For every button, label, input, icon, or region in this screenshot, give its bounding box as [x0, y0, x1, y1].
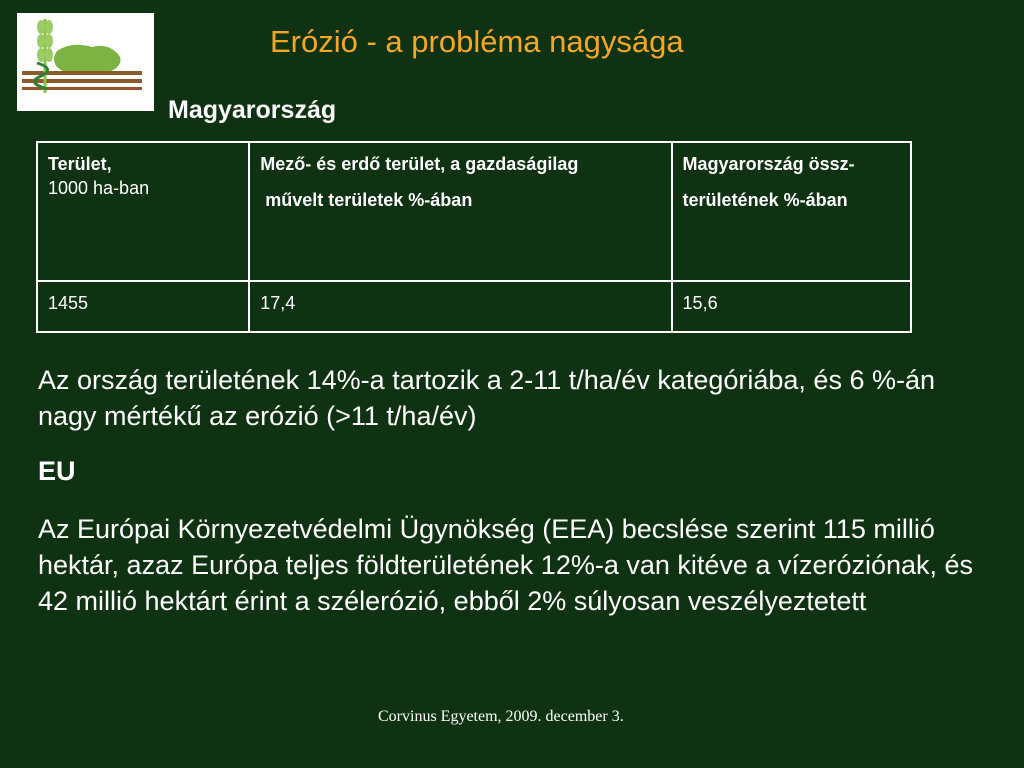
header-cultivated-line1: Mező- és erdő terület, a gazdaságilag [260, 154, 579, 174]
eu-heading: EU [38, 456, 76, 486]
slide-title: Erózió - a probléma nagysága [270, 24, 684, 59]
header-area-label: Terület, [48, 154, 112, 174]
header-total-line1: Magyarország össz- [682, 154, 855, 174]
logo-graphic [17, 13, 154, 111]
header-cultivated-line2: művelt területek %-ában [265, 190, 473, 210]
header-total-line2: területének %-ában [682, 190, 848, 210]
cell-total-value: 15,6 [672, 281, 911, 332]
cell-area-value: 1455 [37, 281, 249, 332]
paragraph-eu: Az Európai Környezetvédelmi Ügynökség (EEA) becslése szerint 115 millió hektár, azaz Európa teljes földterületének 12%-a van kitéve a vízeróziónak, és 42 millió hektárt érint a szélerózió, ebből 2% súlyosan veszélyeztetett [38, 514, 974, 616]
header-cell-cultivated [249, 142, 671, 281]
paragraph-hungary: Az ország területének 14%-a tartozik a 2-11 t/ha/év kategóriába, és 6 %-án nagy mértékű az erózió (>11 t/ha/év) [38, 365, 935, 431]
table-header-row [37, 142, 911, 281]
header-cell-area [37, 142, 249, 281]
data-table [36, 141, 912, 333]
slide-footer: Corvinus Egyetem, 2009. december 3. [378, 708, 624, 725]
agriculture-logo-icon [17, 13, 154, 111]
header-cell-total [672, 142, 911, 281]
cell-cultivated-value: 17,4 [249, 281, 671, 332]
slide-subtitle: Magyarország [168, 96, 337, 124]
header-area-unit: 1000 ha-ban [48, 178, 150, 198]
table-row [37, 281, 911, 332]
